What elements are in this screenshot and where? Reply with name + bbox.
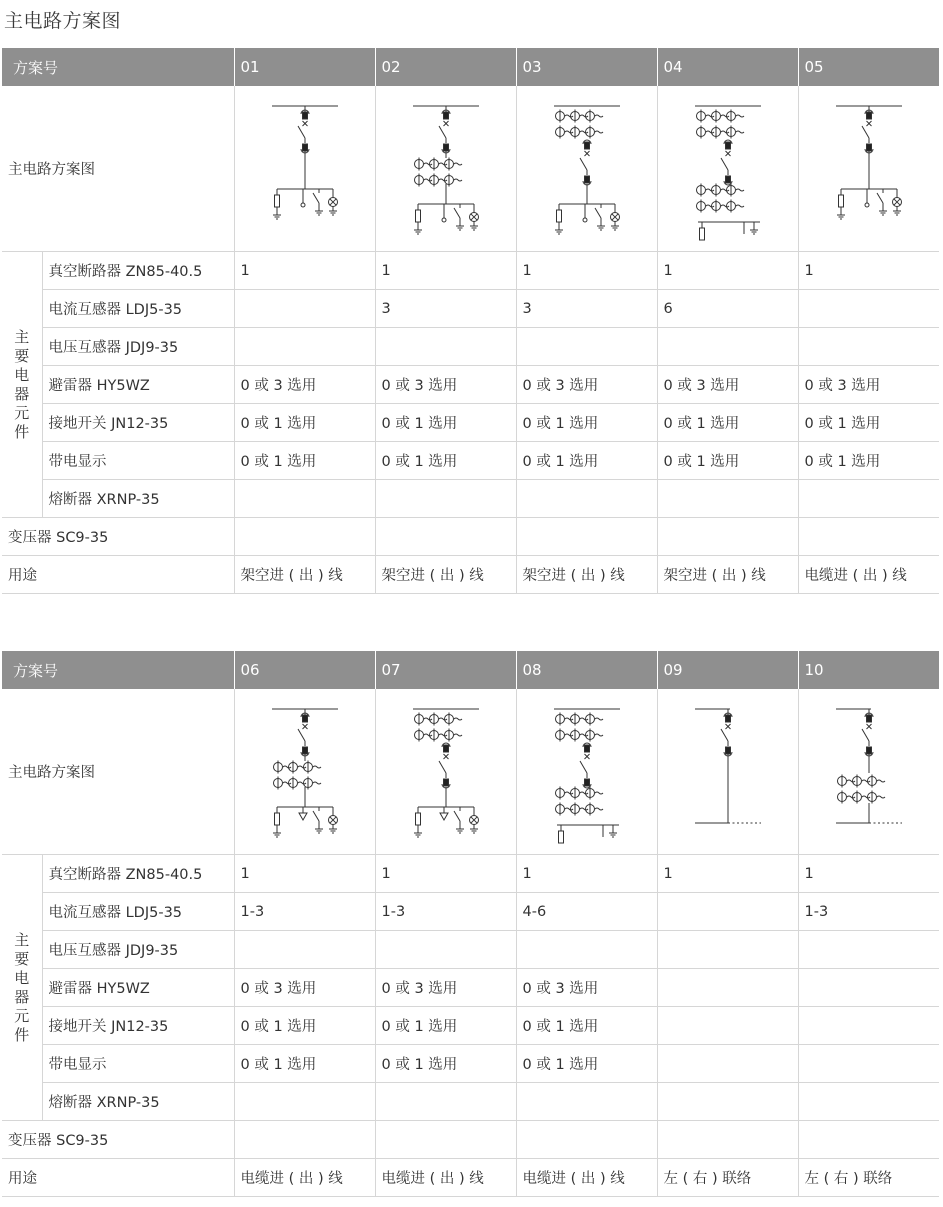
usage-label: 用途 bbox=[2, 556, 234, 594]
component-name: 带电显示 bbox=[42, 1045, 234, 1083]
component-value bbox=[516, 1083, 657, 1121]
component-name: 熔断器 XRNP-35 bbox=[42, 1083, 234, 1121]
component-value bbox=[798, 328, 939, 366]
component-name: 接地开关 JN12-35 bbox=[42, 1007, 234, 1045]
component-row bbox=[2, 404, 939, 442]
transformer-value bbox=[516, 518, 657, 556]
component-value bbox=[657, 1083, 798, 1121]
component-name: 电流互感器 LDJ5-35 bbox=[42, 893, 234, 931]
scheme-10-diagram-icon bbox=[804, 697, 934, 847]
scheme-table-1 bbox=[2, 48, 939, 594]
diagram-cell bbox=[798, 689, 939, 855]
component-value: 3 bbox=[516, 290, 657, 328]
component-value bbox=[798, 480, 939, 518]
diagram-label: 主电路方案图 bbox=[2, 689, 234, 855]
component-value: 0 或 1 选用 bbox=[375, 1045, 516, 1083]
component-value: 1 bbox=[234, 855, 375, 893]
component-name: 熔断器 XRNP-35 bbox=[42, 480, 234, 518]
diagram-cell bbox=[375, 689, 516, 855]
component-value: 0 或 1 选用 bbox=[375, 1007, 516, 1045]
component-value: 0 或 1 选用 bbox=[657, 442, 798, 480]
usage-value: 电缆进 ( 出 ) 线 bbox=[798, 556, 939, 594]
component-value: 0 或 3 选用 bbox=[516, 969, 657, 1007]
scheme-number: 06 bbox=[234, 651, 375, 689]
scheme-09-diagram-icon bbox=[663, 697, 793, 847]
page-title: 主电路方案图 bbox=[4, 10, 122, 32]
transformer-value bbox=[375, 1121, 516, 1159]
group-label-char: 元 bbox=[14, 1006, 30, 1025]
component-value: 0 或 3 选用 bbox=[516, 366, 657, 404]
component-name: 带电显示 bbox=[42, 442, 234, 480]
component-value bbox=[657, 1007, 798, 1045]
usage-value: 电缆进 ( 出 ) 线 bbox=[375, 1159, 516, 1197]
component-value bbox=[798, 969, 939, 1007]
scheme-number: 02 bbox=[375, 48, 516, 86]
component-value: 1-3 bbox=[234, 893, 375, 931]
component-value: 6 bbox=[657, 290, 798, 328]
component-value: 0 或 1 选用 bbox=[516, 442, 657, 480]
group-label-char: 要 bbox=[14, 346, 30, 365]
scheme-number: 03 bbox=[516, 48, 657, 86]
usage-row bbox=[2, 556, 939, 594]
component-row bbox=[2, 893, 939, 931]
usage-value: 架空进 ( 出 ) 线 bbox=[516, 556, 657, 594]
usage-value: 架空进 ( 出 ) 线 bbox=[657, 556, 798, 594]
scheme-no-header: 方案号 bbox=[2, 651, 234, 689]
component-value: 0 或 1 选用 bbox=[375, 442, 516, 480]
scheme-number: 01 bbox=[234, 48, 375, 86]
scheme-07-diagram-icon bbox=[381, 697, 511, 847]
component-value bbox=[657, 931, 798, 969]
component-value bbox=[657, 328, 798, 366]
component-value: 1 bbox=[798, 252, 939, 290]
diagram-cell bbox=[516, 86, 657, 252]
transformer-value bbox=[516, 1121, 657, 1159]
scheme-number: 09 bbox=[657, 651, 798, 689]
component-row bbox=[2, 855, 939, 893]
transformer-label: 变压器 SC9-35 bbox=[2, 1121, 234, 1159]
component-value bbox=[375, 931, 516, 969]
component-row bbox=[2, 290, 939, 328]
scheme-05-diagram-icon bbox=[804, 94, 934, 244]
usage-label: 用途 bbox=[2, 1159, 234, 1197]
component-value: 1 bbox=[516, 855, 657, 893]
header-row bbox=[2, 48, 939, 86]
component-value bbox=[234, 480, 375, 518]
group-label-char: 要 bbox=[14, 949, 30, 968]
scheme-03-diagram-icon bbox=[522, 94, 652, 244]
component-row bbox=[2, 328, 939, 366]
component-value: 0 或 3 选用 bbox=[657, 366, 798, 404]
diagram-cell bbox=[798, 86, 939, 252]
component-value: 0 或 1 选用 bbox=[516, 1045, 657, 1083]
transformer-value bbox=[234, 1121, 375, 1159]
component-value bbox=[657, 480, 798, 518]
component-row bbox=[2, 1045, 939, 1083]
component-value: 0 或 3 选用 bbox=[798, 366, 939, 404]
component-value: 1 bbox=[375, 252, 516, 290]
usage-value: 电缆进 ( 出 ) 线 bbox=[516, 1159, 657, 1197]
component-value bbox=[234, 328, 375, 366]
component-value: 1-3 bbox=[798, 893, 939, 931]
transformer-value bbox=[798, 1121, 939, 1159]
diagram-cell bbox=[657, 86, 798, 252]
component-value: 1 bbox=[657, 252, 798, 290]
scheme-04-diagram-icon bbox=[663, 94, 793, 244]
component-name: 电压互感器 JDJ9-35 bbox=[42, 931, 234, 969]
component-value: 1 bbox=[234, 252, 375, 290]
diagram-row bbox=[2, 689, 939, 855]
component-value: 1 bbox=[375, 855, 516, 893]
diagram-cell bbox=[234, 689, 375, 855]
group-label-char: 主 bbox=[14, 327, 30, 346]
component-value bbox=[657, 969, 798, 1007]
component-value: 0 或 1 选用 bbox=[234, 442, 375, 480]
transformer-row bbox=[2, 1121, 939, 1159]
component-value: 0 或 1 选用 bbox=[657, 404, 798, 442]
group-label-char: 主 bbox=[14, 930, 30, 949]
component-value bbox=[234, 1083, 375, 1121]
component-value: 0 或 1 选用 bbox=[234, 1045, 375, 1083]
component-value bbox=[516, 931, 657, 969]
usage-value: 左 ( 右 ) 联络 bbox=[657, 1159, 798, 1197]
component-value: 1-3 bbox=[375, 893, 516, 931]
component-value bbox=[798, 290, 939, 328]
component-row bbox=[2, 442, 939, 480]
component-value: 1 bbox=[516, 252, 657, 290]
scheme-02-diagram-icon bbox=[381, 94, 511, 244]
usage-value: 架空进 ( 出 ) 线 bbox=[234, 556, 375, 594]
component-value bbox=[375, 1083, 516, 1121]
transformer-value bbox=[657, 1121, 798, 1159]
group-label-char: 器 bbox=[14, 987, 30, 1006]
component-row bbox=[2, 931, 939, 969]
component-value: 0 或 1 选用 bbox=[234, 1007, 375, 1045]
component-value bbox=[234, 290, 375, 328]
scheme-number: 05 bbox=[798, 48, 939, 86]
component-value bbox=[657, 893, 798, 931]
scheme-number: 07 bbox=[375, 651, 516, 689]
component-name: 真空断路器 ZN85-40.5 bbox=[42, 855, 234, 893]
component-row bbox=[2, 969, 939, 1007]
scheme-01-diagram-icon bbox=[240, 94, 370, 244]
component-value: 0 或 3 选用 bbox=[234, 366, 375, 404]
component-row bbox=[2, 366, 939, 404]
scheme-number: 08 bbox=[516, 651, 657, 689]
component-value: 3 bbox=[375, 290, 516, 328]
diagram-label: 主电路方案图 bbox=[2, 86, 234, 252]
component-value bbox=[516, 480, 657, 518]
transformer-value bbox=[234, 518, 375, 556]
scheme-number: 04 bbox=[657, 48, 798, 86]
component-value: 0 或 1 选用 bbox=[375, 404, 516, 442]
diagram-cell bbox=[516, 689, 657, 855]
component-value bbox=[798, 1083, 939, 1121]
component-value bbox=[798, 931, 939, 969]
header-row bbox=[2, 651, 939, 689]
component-value: 1 bbox=[798, 855, 939, 893]
group-label-char: 件 bbox=[14, 422, 30, 441]
component-value bbox=[798, 1045, 939, 1083]
usage-value: 电缆进 ( 出 ) 线 bbox=[234, 1159, 375, 1197]
component-row bbox=[2, 1083, 939, 1121]
usage-row bbox=[2, 1159, 939, 1197]
component-value bbox=[375, 328, 516, 366]
group-label-char: 电 bbox=[14, 968, 30, 987]
scheme-number: 10 bbox=[798, 651, 939, 689]
diagram-cell bbox=[657, 689, 798, 855]
component-value: 0 或 3 选用 bbox=[375, 969, 516, 1007]
scheme-table-2 bbox=[2, 651, 939, 1197]
component-value bbox=[516, 328, 657, 366]
scheme-06-diagram-icon bbox=[240, 697, 370, 847]
component-value: 0 或 3 选用 bbox=[234, 969, 375, 1007]
group-label-char: 元 bbox=[14, 403, 30, 422]
group-label-char: 电 bbox=[14, 365, 30, 384]
component-value: 0 或 1 选用 bbox=[798, 442, 939, 480]
component-value: 4-6 bbox=[516, 893, 657, 931]
group-label-char: 件 bbox=[14, 1025, 30, 1044]
component-name: 避雷器 HY5WZ bbox=[42, 969, 234, 1007]
component-row bbox=[2, 1007, 939, 1045]
component-row bbox=[2, 252, 939, 290]
transformer-row bbox=[2, 518, 939, 556]
component-value: 0 或 1 选用 bbox=[516, 1007, 657, 1045]
component-name: 真空断路器 ZN85-40.5 bbox=[42, 252, 234, 290]
component-name: 接地开关 JN12-35 bbox=[42, 404, 234, 442]
transformer-value bbox=[798, 518, 939, 556]
usage-value: 左 ( 右 ) 联络 bbox=[798, 1159, 939, 1197]
component-value bbox=[375, 480, 516, 518]
diagram-cell bbox=[375, 86, 516, 252]
component-name: 避雷器 HY5WZ bbox=[42, 366, 234, 404]
main-components-label bbox=[2, 252, 42, 518]
component-value: 1 bbox=[657, 855, 798, 893]
diagram-cell bbox=[234, 86, 375, 252]
component-value bbox=[657, 1045, 798, 1083]
main-components-label bbox=[2, 855, 42, 1121]
component-row bbox=[2, 480, 939, 518]
scheme-08-diagram-icon bbox=[522, 697, 652, 847]
component-name: 电压互感器 JDJ9-35 bbox=[42, 328, 234, 366]
component-value bbox=[234, 931, 375, 969]
group-label-char: 器 bbox=[14, 384, 30, 403]
transformer-value bbox=[375, 518, 516, 556]
component-value: 0 或 3 选用 bbox=[375, 366, 516, 404]
component-value: 0 或 1 选用 bbox=[798, 404, 939, 442]
component-value: 0 或 1 选用 bbox=[234, 404, 375, 442]
usage-value: 架空进 ( 出 ) 线 bbox=[375, 556, 516, 594]
scheme-no-header: 方案号 bbox=[2, 48, 234, 86]
diagram-row bbox=[2, 86, 939, 252]
component-name: 电流互感器 LDJ5-35 bbox=[42, 290, 234, 328]
transformer-value bbox=[657, 518, 798, 556]
transformer-label: 变压器 SC9-35 bbox=[2, 518, 234, 556]
component-value: 0 或 1 选用 bbox=[516, 404, 657, 442]
component-value bbox=[798, 1007, 939, 1045]
